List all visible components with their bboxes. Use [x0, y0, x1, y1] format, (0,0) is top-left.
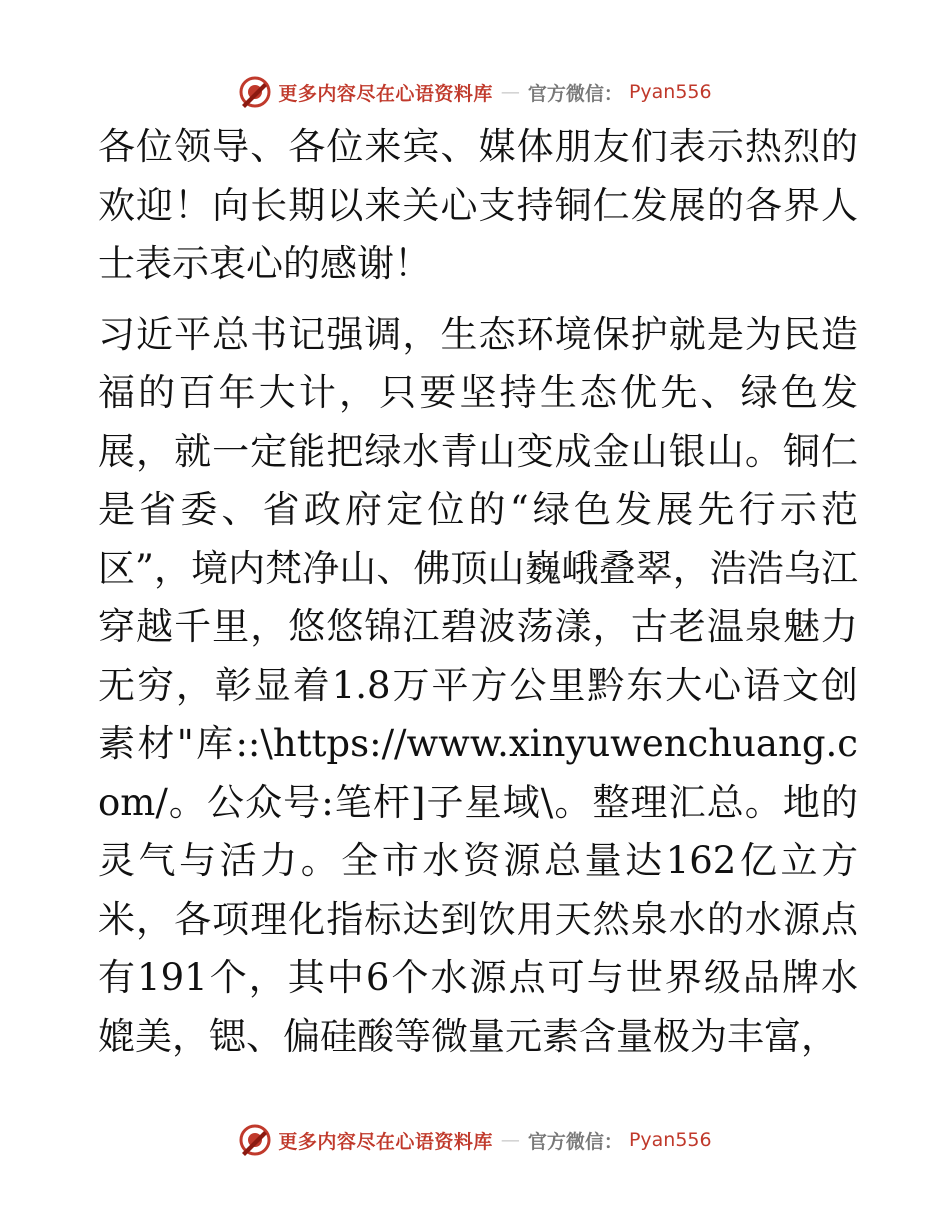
watermark-separator: —: [500, 1129, 520, 1151]
watermark-id: Pyan556: [628, 81, 712, 103]
watermark-main-text: 更多内容尽在心语资料库: [278, 82, 493, 105]
pen-logo-icon: [238, 1123, 272, 1157]
header-watermark: [0, 72, 950, 112]
paragraph-ecology: 习近平总书记强调，生态环境保护就是为民造福的百年大计，只要坚持生态优先、绿色发展，就一定能把绿水青山变成金山银山。铜仁是省委、省政府定位的“绿色发展先行示范区”，境内梵净山、佛顶山巍峨叠翠，浩浩乌江穿越千里，悠悠锦江碧波荡漾，古老温泉魅力无穷，彰显着1.8万平方公里黔东大心语文创素材"库::\https://www.xinyuwenchuang.com/。公众号:笔杆]子星域\。整理汇总。地的灵气与活力。全市水资源总量达162亿立方米，各项理化指标达到饮用天然泉水的水源点有191个，其中6个水源点可与世界级品牌水媲美，锶、偏硅酸等微量元素含量极为丰富，: [98, 312, 858, 1058]
document-body: [98, 118, 858, 1066]
watermark-label: 官方微信：: [527, 1130, 623, 1153]
pen-logo-icon: [238, 75, 272, 109]
watermark-id: Pyan556: [628, 1129, 712, 1151]
footer-watermark: [0, 1120, 950, 1160]
watermark-label: 官方微信：: [527, 82, 623, 105]
watermark-separator: —: [500, 81, 520, 103]
paragraph-welcome: 各位领导、各位来宾、媒体朋友们表示热烈的欢迎！向长期以来关心支持铜仁发展的各界人士表示衷心的感谢！: [98, 125, 858, 285]
watermark-main-text: 更多内容尽在心语资料库: [278, 1130, 493, 1153]
